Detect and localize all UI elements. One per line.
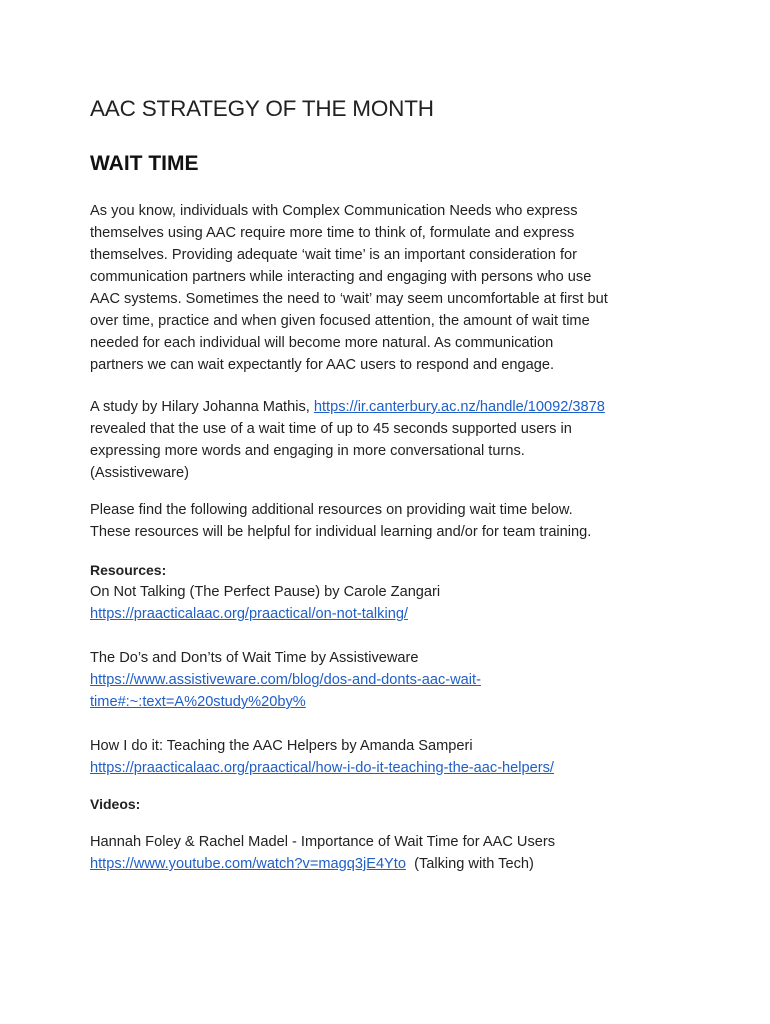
study-line: revealed that the use of a wait time of up to 45 seconds supported users in: [90, 421, 572, 437]
study-line: (Assistiveware): [90, 465, 189, 481]
intro-line: AAC systems. Sometimes the need to ‘wait’ may seem uncomfortable at first but: [90, 291, 608, 307]
section-title: WAIT TIME: [90, 152, 199, 175]
resource-link[interactable]: https://www.assistiveware.com/blog/dos-and-donts-aac-wait-: [90, 672, 481, 688]
resources-section: [90, 559, 690, 779]
study-paragraph: [90, 396, 690, 484]
study-first-line: [90, 396, 690, 418]
page-title: AAC STRATEGY OF THE MONTH: [90, 96, 434, 121]
resource-link[interactable]: https://praacticalaac.org/praactical/on-not-talking/: [90, 606, 408, 622]
resource-link[interactable]: https://praacticalaac.org/praactical/how-i-do-it-teaching-the-aac-helpers/: [90, 760, 554, 776]
resource-title: The Do’s and Don’ts of Wait Time by Assistiveware: [90, 650, 419, 666]
resources-heading: Resources:: [90, 562, 167, 578]
study-line: expressing more words and engaging in more conversational turns.: [90, 443, 525, 459]
study-link[interactable]: https://ir.canterbury.ac.nz/handle/10092/3878: [313, 399, 605, 415]
spacer: [90, 625, 690, 647]
intro-line: over time, practice and when given focused attention, the amount of wait time: [90, 313, 590, 329]
video-link-line: [90, 853, 690, 875]
intro-line: themselves. Providing adequate ‘wait time’ is an important consideration for: [90, 247, 577, 263]
resource-link-continued[interactable]: time#:~:text=A%20study%20by%: [90, 694, 306, 710]
resource-title: How I do it: Teaching the AAC Helpers by Amanda Samperi: [90, 738, 473, 754]
intro-line: themselves using AAC require more time to think of, formulate and express: [90, 225, 575, 241]
intro-line: needed for each individual will become more natural. As communication: [90, 335, 554, 351]
intro-line: partners we can wait expectantly for AAC users to respond and engage.: [90, 357, 555, 373]
intro-line: communication partners while interacting and engaging with persons who use: [90, 269, 592, 285]
video-link[interactable]: https://www.youtube.com/watch?v=magq3jE4Yto: [90, 856, 406, 872]
intro-line: As you know, individuals with Complex Communication Needs who express: [90, 203, 578, 219]
resource-title: On Not Talking (The Perfect Pause) by Carole Zangari: [90, 584, 441, 600]
video-title: Hannah Foley & Rachel Madel - Importance of Wait Time for AAC Users: [90, 834, 556, 850]
additional-line: These resources will be helpful for individual learning and/or for team training.: [90, 524, 592, 540]
additional-line: Please find the following additional resources on providing wait time below.: [90, 502, 573, 518]
videos-section: [90, 793, 690, 875]
video-source: (Talking with Tech): [405, 856, 534, 872]
intro-paragraph: [90, 200, 690, 376]
spacer: [90, 713, 690, 735]
study-prefix: A study by Hilary Johanna Mathis,: [90, 399, 314, 415]
additional-paragraph: [90, 499, 690, 543]
videos-heading: Videos:: [90, 796, 141, 812]
